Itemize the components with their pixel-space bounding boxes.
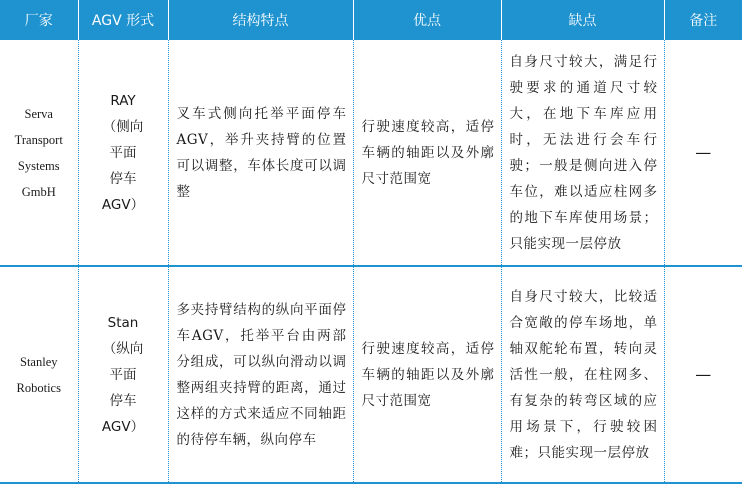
- table-row: [0, 40, 742, 266]
- header-row: [0, 0, 742, 40]
- model-line: （纵向: [102, 340, 144, 357]
- model-line: （侧向: [102, 118, 144, 135]
- model-line: AGV）: [101, 196, 145, 213]
- maker-line: Stanley: [20, 354, 58, 369]
- pros-text: 行驶速度较高，适停车辆的轴距以及外廓尺寸范围宽: [361, 340, 495, 409]
- table-row: [0, 266, 742, 483]
- maker-line: GmbH: [21, 184, 56, 199]
- cons-text: 自身尺寸较大，比较适合宽敞的停车场地，单轴双舵轮布置，转向灵活性一般，在柱网多、有复杂的转弯区域的应用场景下，行驶较困难；只能实现一层停放: [509, 288, 658, 461]
- cons-cell: [501, 40, 664, 266]
- structure-cell: [168, 40, 353, 266]
- note-cell: —: [664, 40, 742, 266]
- structure-text: 叉车式侧向托举平面停车AGV，举升夹持臂的位置可以调整，车体长度可以调整: [176, 105, 347, 200]
- structure-text: 多夹持臂结构的纵向平面停车AGV，托举平台由两部分组成，可以纵向滑动以调整两组夹持臂的距离，通过这样的方式来适应不同轴距的待停车辆，纵向停车: [176, 301, 347, 448]
- model-line: 平面: [109, 144, 137, 161]
- cons-text: 自身尺寸较大，满足行驶要求的通道尺寸较大，在地下车库应用时，无法进行会车行驶；一般是侧向进入停车位，难以适应柱网多的地下车库使用场景；只能实现一层停放: [509, 53, 658, 252]
- header-cons: 缺点: [501, 0, 664, 40]
- model-line: 停车: [109, 170, 137, 187]
- maker-line: Robotics: [16, 380, 61, 395]
- model-cell: [78, 40, 168, 266]
- maker-cell: [0, 40, 78, 266]
- header-agv-type: AGV 形式: [78, 0, 168, 40]
- pros-text: 行驶速度较高，适停车辆的轴距以及外廓尺寸范围宽: [361, 118, 495, 187]
- cons-cell: [501, 266, 664, 483]
- maker-cell: [0, 266, 78, 483]
- maker-line: Transport: [14, 132, 63, 147]
- header-notes: 备注: [664, 0, 742, 40]
- model-line: Stan: [107, 314, 139, 331]
- header-structure: 结构特点: [168, 0, 353, 40]
- model-line: RAY: [110, 92, 136, 109]
- pros-cell: [353, 40, 501, 266]
- header-maker: 厂家: [0, 0, 78, 40]
- maker-line: Systems: [17, 158, 60, 173]
- model-line: 停车: [109, 392, 137, 409]
- structure-cell: [168, 266, 353, 483]
- pros-cell: [353, 266, 501, 483]
- header-pros: 优点: [353, 0, 501, 40]
- model-line: AGV）: [101, 418, 145, 435]
- note-cell: —: [664, 266, 742, 483]
- maker-line: Serva: [24, 106, 53, 121]
- model-line: 平面: [109, 366, 137, 383]
- model-cell: [78, 266, 168, 483]
